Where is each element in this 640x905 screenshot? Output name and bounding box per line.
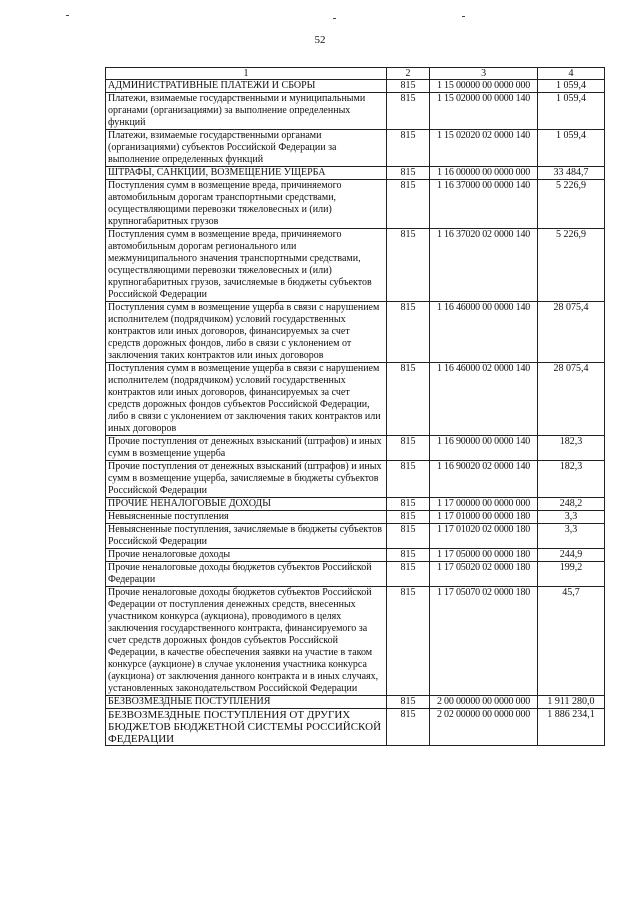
row-admin-code: 815: [387, 549, 430, 562]
row-budget-code: 1 16 37020 02 0000 140: [430, 229, 538, 302]
row-name: БЕЗВОЗМЕЗДНЫЕ ПОСТУПЛЕНИЯ: [106, 696, 387, 709]
row-amount: 1 059,4: [538, 80, 605, 93]
table-row: [106, 498, 605, 511]
revenue-table: [105, 67, 605, 746]
row-admin-code: 815: [387, 461, 430, 498]
row-admin-code: 815: [387, 130, 430, 167]
row-budget-code: 1 16 00000 00 0000 000: [430, 167, 538, 180]
scan-speck: [66, 15, 69, 16]
header-cell-2: 2: [387, 68, 430, 80]
row-admin-code: 815: [387, 302, 430, 363]
row-budget-code: 1 16 90000 00 0000 140: [430, 436, 538, 461]
row-amount: 244,9: [538, 549, 605, 562]
table-row: [106, 302, 605, 363]
table-row: [106, 130, 605, 167]
row-admin-code: 815: [387, 696, 430, 709]
row-amount: 45,7: [538, 587, 605, 696]
row-budget-code: 1 16 90020 02 0000 140: [430, 461, 538, 498]
row-name: Поступления сумм в возмещение ущерба в связи с нарушением исполнителем (подрядчиком) условий государственных контрактов или иных договоров, финансируемых за счет средств дорожных фондов, либо в связи с уклонением от заключения таких контрактов или иных договоров: [106, 302, 387, 363]
row-amount: 182,3: [538, 461, 605, 498]
row-amount: 3,3: [538, 524, 605, 549]
table-row: [106, 562, 605, 587]
row-budget-code: 2 02 00000 00 0000 000: [430, 709, 538, 746]
table-header-row: [106, 68, 605, 80]
row-amount: 248,2: [538, 498, 605, 511]
row-name: Платежи, взимаемые государственными органами (организациями) субъектов Российской Федерации за выполнение определенных функций: [106, 130, 387, 167]
row-name: Поступления сумм в возмещение ущерба в связи с нарушением исполнителем (подрядчиком) условий государственных контрактов или иных договоров, финансируемых за счет средств дорожных фондов субъектов Российской Федерации, либо в связи с уклонением от заключения таких контрактов или иных договоров: [106, 363, 387, 436]
table-row: [106, 696, 605, 709]
table-row: [106, 549, 605, 562]
row-name: Прочие поступления от денежных взысканий (штрафов) и иных сумм в возмещение ущерба: [106, 436, 387, 461]
row-admin-code: 815: [387, 436, 430, 461]
row-name: ШТРАФЫ, САНКЦИИ, ВОЗМЕЩЕНИЕ УЩЕРБА: [106, 167, 387, 180]
row-name: Прочие неналоговые доходы бюджетов субъектов Российской Федерации от поступления денежных средств, внесенных участником конкурса (аукциона), проводимого в целях заключения государственного контракта, финансируемого за счет средств дорожных фондов субъектов Российской Федерации, в качестве обеспечения заявки на участие в таком конкурсе (аукционе) в случае уклонения участника конкурса (аукциона) от заключения данного контракта и в иных случаях, установленных законодательством Российской Федерации: [106, 587, 387, 696]
table-row: [106, 229, 605, 302]
page-number: 52: [314, 34, 326, 46]
row-amount: 28 075,4: [538, 302, 605, 363]
table-row: [106, 436, 605, 461]
header-cell-3: 3: [430, 68, 538, 80]
row-amount: 1 911 280,0: [538, 696, 605, 709]
row-name: Прочие неналоговые доходы бюджетов субъектов Российской Федерации: [106, 562, 387, 587]
row-name: Поступления сумм в возмещение вреда, причиняемого автомобильным дорогам регионального или межмуниципального значения транспортными средствами, осуществляющими перевозки тяжеловесных и (или) крупногабаритных грузов, зачисляемые в бюджеты субъектов Российской Федерации: [106, 229, 387, 302]
row-name: Прочие неналоговые доходы: [106, 549, 387, 562]
row-budget-code: 1 17 05000 00 0000 180: [430, 549, 538, 562]
table-row: [106, 167, 605, 180]
row-budget-code: 1 15 02020 02 0000 140: [430, 130, 538, 167]
row-admin-code: 815: [387, 709, 430, 746]
table-row: [106, 709, 605, 746]
row-budget-code: 2 00 00000 00 0000 000: [430, 696, 538, 709]
row-amount: 182,3: [538, 436, 605, 461]
row-admin-code: 815: [387, 229, 430, 302]
table-row: [106, 524, 605, 549]
header-cell-4: 4: [538, 68, 605, 80]
row-admin-code: 815: [387, 511, 430, 524]
row-budget-code: 1 17 01000 00 0000 180: [430, 511, 538, 524]
row-admin-code: 815: [387, 167, 430, 180]
row-budget-code: 1 16 46000 00 0000 140: [430, 302, 538, 363]
row-amount: 33 484,7: [538, 167, 605, 180]
row-admin-code: 815: [387, 498, 430, 511]
row-budget-code: 1 17 00000 00 0000 000: [430, 498, 538, 511]
row-amount: 28 075,4: [538, 363, 605, 436]
header-cell-1: 1: [106, 68, 387, 80]
table-row: [106, 587, 605, 696]
table-row: [106, 511, 605, 524]
row-name: Поступления сумм в возмещение вреда, причиняемого автомобильным дорогам транспортными средствами, осуществляющими перевозки тяжеловесных и (или) крупногабаритных грузов: [106, 180, 387, 229]
row-budget-code: 1 17 01020 02 0000 180: [430, 524, 538, 549]
scan-speck: [462, 16, 465, 17]
row-admin-code: 815: [387, 80, 430, 93]
row-admin-code: 815: [387, 562, 430, 587]
row-budget-code: 1 15 02000 00 0000 140: [430, 93, 538, 130]
row-amount: 199,2: [538, 562, 605, 587]
row-name: БЕЗВОЗМЕЗДНЫЕ ПОСТУПЛЕНИЯ ОТ ДРУГИХ БЮДЖЕТОВ БЮДЖЕТНОЙ СИСТЕМЫ РОССИЙСКОЙ ФЕДЕРАЦИИ: [106, 709, 387, 746]
row-name: Платежи, взимаемые государственными и муниципальными органами (организациями) за выполнение определенных функций: [106, 93, 387, 130]
row-budget-code: 1 16 37000 00 0000 140: [430, 180, 538, 229]
row-admin-code: 815: [387, 180, 430, 229]
row-amount: 1 059,4: [538, 93, 605, 130]
table-row: [106, 93, 605, 130]
row-amount: 5 226,9: [538, 180, 605, 229]
row-admin-code: 815: [387, 524, 430, 549]
table-row: [106, 363, 605, 436]
row-name: Невыясненные поступления, зачисляемые в бюджеты субъектов Российской Федерации: [106, 524, 387, 549]
table-row: [106, 80, 605, 93]
row-name: ПРОЧИЕ НЕНАЛОГОВЫЕ ДОХОДЫ: [106, 498, 387, 511]
row-amount: 5 226,9: [538, 229, 605, 302]
row-admin-code: 815: [387, 363, 430, 436]
row-admin-code: 815: [387, 93, 430, 130]
row-budget-code: 1 17 05020 02 0000 180: [430, 562, 538, 587]
row-name: АДМИНИСТРАТИВНЫЕ ПЛАТЕЖИ И СБОРЫ: [106, 80, 387, 93]
row-name: Прочие поступления от денежных взысканий (штрафов) и иных сумм в возмещение ущерба, зачисляемые в бюджеты субъектов Российской Федерации: [106, 461, 387, 498]
scan-speck: [333, 18, 336, 19]
table-row: [106, 461, 605, 498]
row-budget-code: 1 15 00000 00 0000 000: [430, 80, 538, 93]
row-amount: 1 886 234,1: [538, 709, 605, 746]
table-row: [106, 180, 605, 229]
row-budget-code: 1 16 46000 02 0000 140: [430, 363, 538, 436]
row-name: Невыясненные поступления: [106, 511, 387, 524]
row-budget-code: 1 17 05070 02 0000 180: [430, 587, 538, 696]
row-amount: 3,3: [538, 511, 605, 524]
row-admin-code: 815: [387, 587, 430, 696]
row-amount: 1 059,4: [538, 130, 605, 167]
